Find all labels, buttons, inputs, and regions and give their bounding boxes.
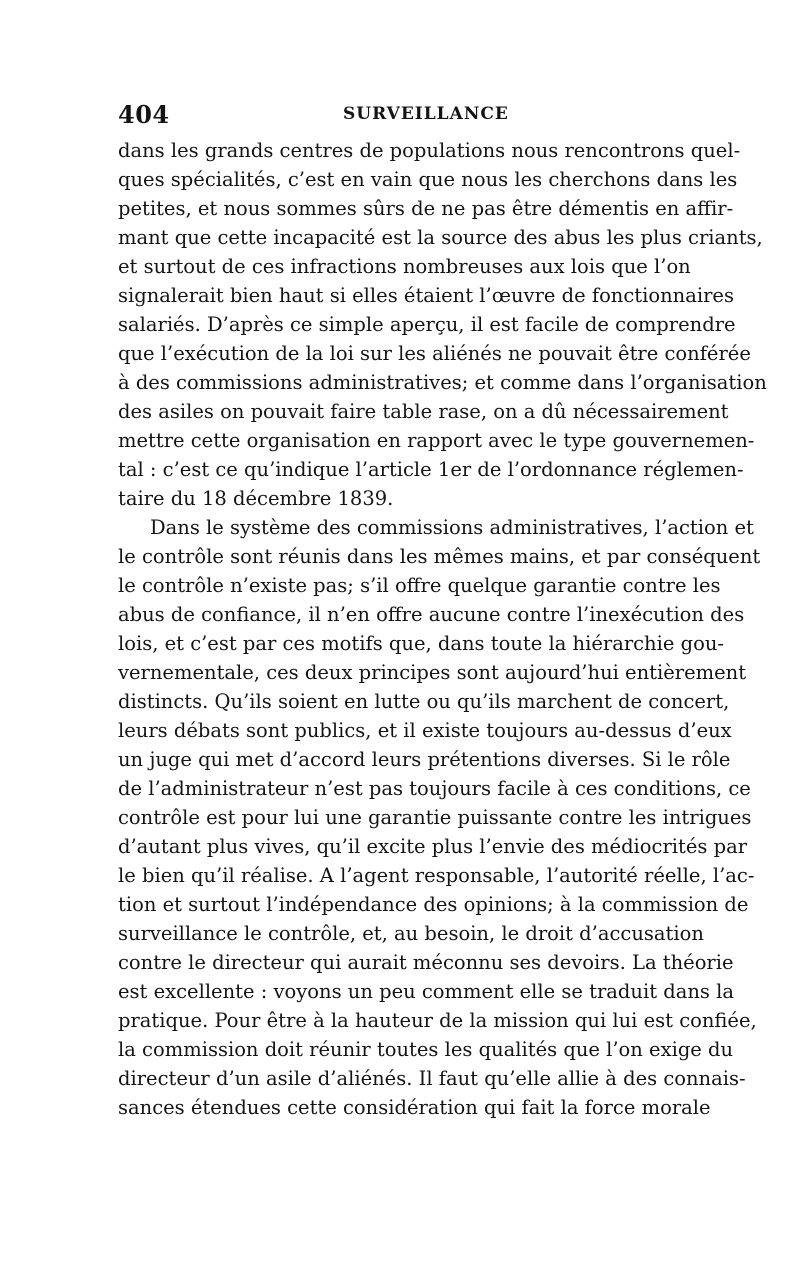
text-line: mettre cette organisation en rapport avec le type gouvernemen- (118, 429, 755, 452)
text-line: vernementale, ces deux principes sont aujourd’hui entièrement (118, 661, 747, 684)
text-line: et surtout de ces infractions nombreuses aux lois que l’on (118, 255, 691, 278)
text-line: est excellente : voyons un peu comment elle se traduit dans la (118, 980, 734, 1003)
page-header (118, 100, 678, 136)
text-line: le contrôle sont réunis dans les mêmes mains, et par conséquent (118, 545, 761, 568)
text-line: que l’exécution de la loi sur les aliénés ne pouvait être conférée (118, 342, 751, 365)
paragraph (118, 136, 767, 513)
text-line: abus de confiance, il n’en offre aucune contre l’inexécution des (118, 603, 745, 626)
text-line: salariés. D’après ce simple aperçu, il est facile de comprendre (118, 313, 736, 336)
text-line: des asiles on pouvait faire table rase, on a dû nécessairement (118, 400, 729, 423)
text-line: contre le directeur qui aurait méconnu ses devoirs. La théorie (118, 951, 734, 974)
text-line: le bien qu’il réalise. A l’agent responsable, l’autorité réelle, l’ac- (118, 864, 755, 887)
text-line: sances étendues cette considération qui fait la force morale (118, 1096, 711, 1119)
running-title: SURVEILLANCE (343, 104, 509, 124)
text-line: petites, et nous sommes sûrs de ne pas être démentis en affir- (118, 197, 734, 220)
text-line: signalerait bien haut si elles étaient l’œuvre de fonctionnaires (118, 284, 734, 307)
text-line: leurs débats sont publics, et il existe toujours au-dessus d’eux (118, 719, 732, 742)
text-line: tal : c’est ce qu’indique l’article 1er de l’ordonnance réglemen- (118, 458, 744, 481)
text-line: un juge qui met d’accord leurs prétentions diverses. Si le rôle (118, 748, 731, 771)
text-line: pratique. Pour être à la hauteur de la mission qui lui est confiée, (118, 1009, 757, 1032)
text-line: de l’administrateur n’est pas toujours facile à ces conditions, ce (118, 777, 751, 800)
text-line: le contrôle n’existe pas; s’il offre quelque garantie contre les (118, 574, 721, 597)
text-line: dans les grands centres de populations nous rencontrons quel- (118, 139, 741, 162)
text-line: surveillance le contrôle, et, au besoin, le droit d’accusation (118, 922, 704, 945)
text-line: directeur d’un asile d’aliénés. Il faut qu’elle allie à des connais- (118, 1067, 746, 1090)
text-line: ques spécialités, c’est en vain que nous les cherchons dans les (118, 168, 738, 191)
text-line: distincts. Qu’ils soient en lutte ou qu’ils marchent de concert, (118, 690, 730, 713)
text-line: à des commissions administratives; et comme dans l’organisation (118, 371, 767, 394)
text-line: tion et surtout l’indépendance des opinions; à la commission de (118, 893, 749, 916)
text-line: contrôle est pour lui une garantie puissante contre les intrigues (118, 806, 752, 829)
text-line: la commission doit réunir toutes les qualités que l’on exige du (118, 1038, 734, 1061)
text-line: lois, et c’est par ces motifs que, dans toute la hiérarchie gou- (118, 632, 724, 655)
paragraph (118, 513, 761, 1122)
text-line: taire du 18 décembre 1839. (118, 487, 394, 510)
text-line: d’autant plus vives, qu’il excite plus l’envie des médiocrités par (118, 835, 748, 858)
text-line: Dans le système des commissions administratives, l’action et (150, 516, 754, 539)
text-line: mant que cette incapacité est la source des abus les plus criants, (118, 226, 763, 249)
body-text (118, 136, 767, 1122)
page-number: 404 (118, 100, 170, 129)
